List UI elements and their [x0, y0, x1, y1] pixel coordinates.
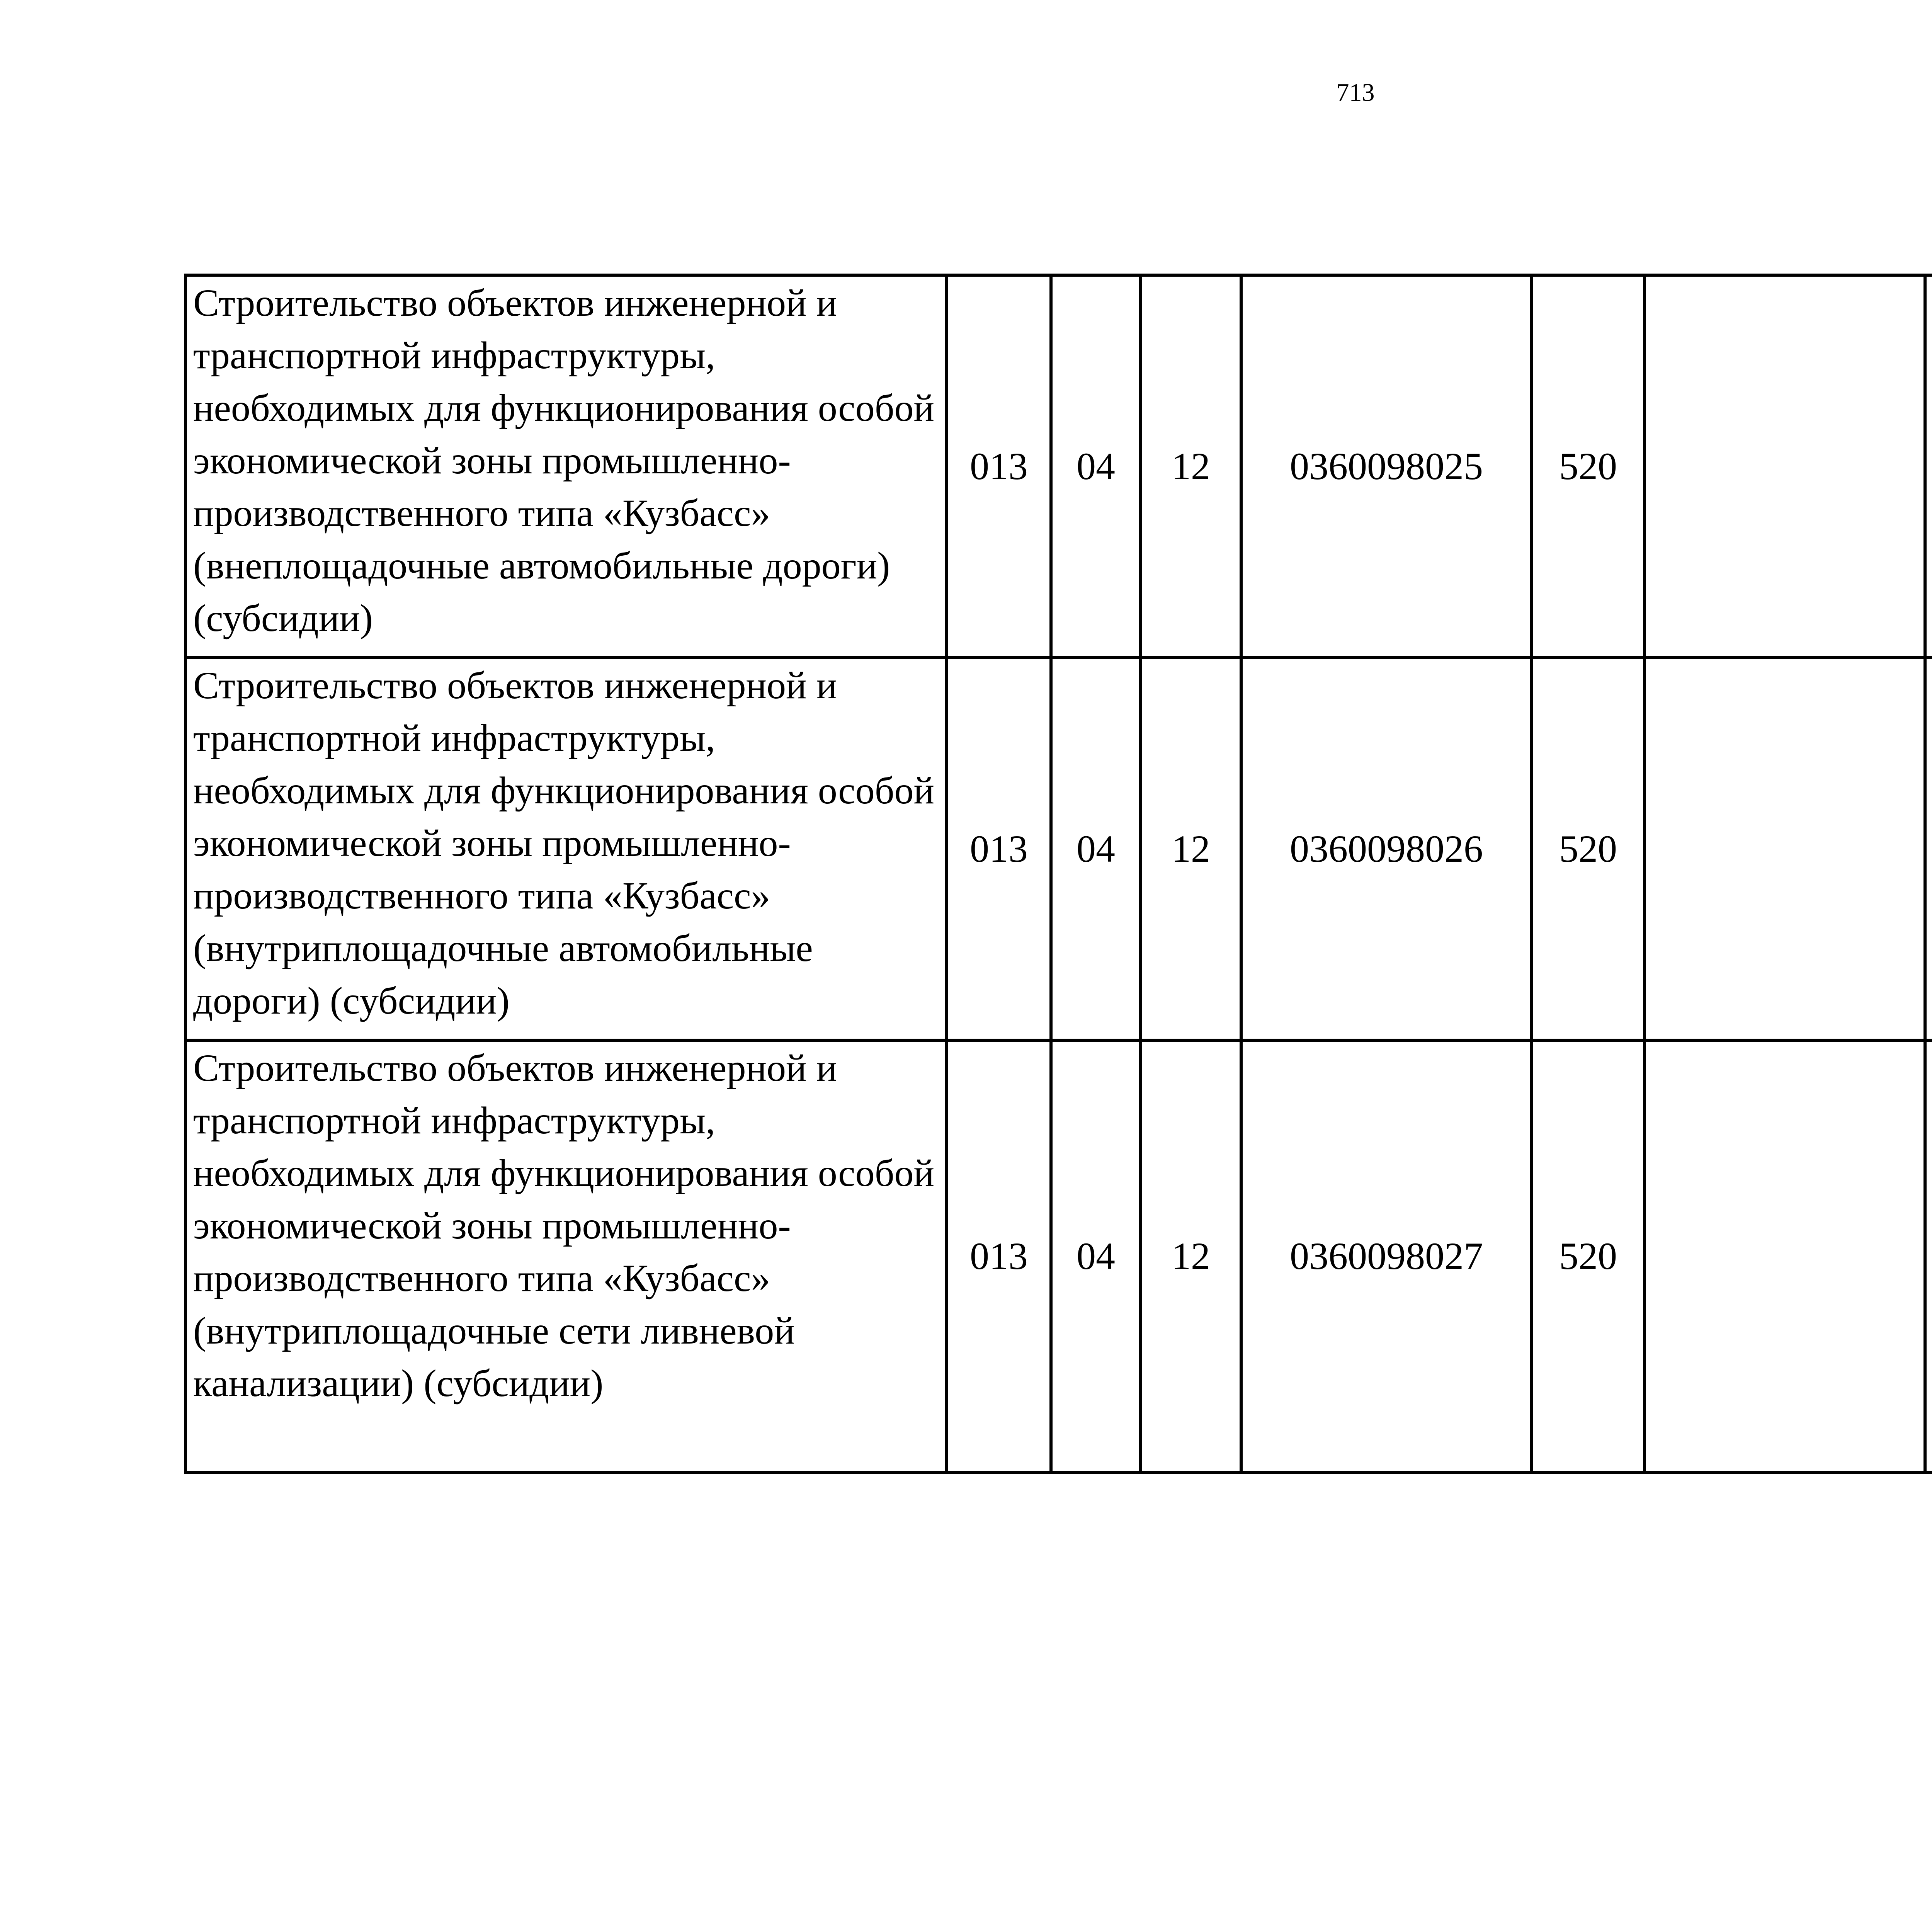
empty-cell — [1645, 658, 1925, 1040]
expense-type-cell: 520 — [1532, 275, 1645, 658]
amount-cell — [1925, 275, 1932, 658]
section-code-cell: 04 — [1051, 275, 1141, 658]
ministry-code-cell: 013 — [947, 1040, 1051, 1472]
empty-cell — [1645, 1040, 1925, 1472]
target-article-cell: 0360098026 — [1241, 658, 1532, 1040]
budget-table — [184, 274, 1932, 1474]
table-row — [185, 275, 1932, 658]
ministry-code-cell: 013 — [947, 658, 1051, 1040]
target-article-cell: 0360098027 — [1241, 1040, 1532, 1472]
amount-cell — [1925, 658, 1932, 1040]
subsection-code-cell: 12 — [1141, 275, 1241, 658]
expense-type-cell: 520 — [1532, 658, 1645, 1040]
expense-name-cell: Строительство объектов инженерной и транспортной инфраструктуры, необходимых для функционирования особой экономической зоны промышленно-производственного типа «Кузбасс» (внутриплощадочные автомобильные дороги) (субсидии) — [185, 658, 947, 1040]
table-row — [185, 1040, 1932, 1472]
empty-cell — [1645, 275, 1925, 658]
expense-type-cell: 520 — [1532, 1040, 1645, 1472]
table-row — [185, 658, 1932, 1040]
page-number: 713 — [1336, 78, 1375, 107]
amount-cell — [1925, 1040, 1932, 1472]
subsection-code-cell: 12 — [1141, 658, 1241, 1040]
expense-name-cell: Строительство объектов инженерной и транспортной инфраструктуры, необходимых для функционирования особой экономической зоны промышленно-производственного типа «Кузбасс» (внутриплощадочные сети ливневой канализации) (субсидии) — [185, 1040, 947, 1472]
target-article-cell: 0360098025 — [1241, 275, 1532, 658]
ministry-code-cell: 013 — [947, 275, 1051, 658]
expense-name-cell: Строительство объектов инженерной и транспортной инфраструктуры, необходимых для функционирования особой экономической зоны промышленно-производственного типа «Кузбасс» (внеплощадочные автомобильные дороги) (субсидии) — [185, 275, 947, 658]
section-code-cell: 04 — [1051, 1040, 1141, 1472]
section-code-cell: 04 — [1051, 658, 1141, 1040]
subsection-code-cell: 12 — [1141, 1040, 1241, 1472]
